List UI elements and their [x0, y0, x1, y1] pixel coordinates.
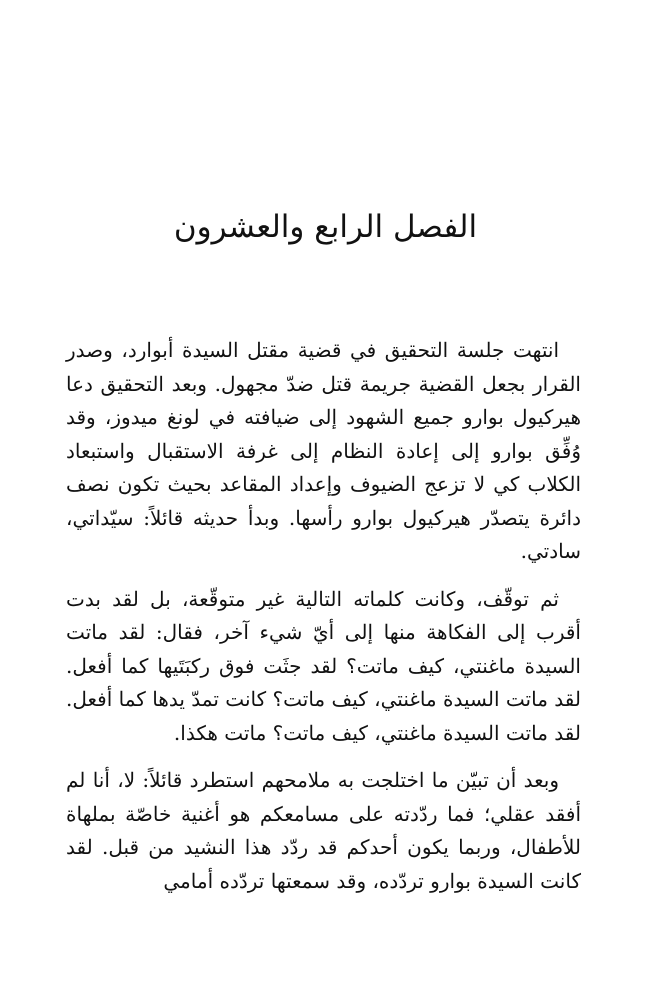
paragraph: ثم توقّف، وكانت كلماته التالية غير متوقّعة، بل لقد بدت أقرب إلى الفكاهة منها إلى أيّ شيء آخر، فقال: لقد ماتت السيدة ماغنتي، كيف ماتت؟ لقد جثَت فوق ركبَتَيها كما أفعل. لقد ماتت السيدة ماغنتي، كيف ماتت؟ كانت تمدّ يدها كما أفعل. لقد ماتت السيدة ماغنتي، كيف ماتت؟ ماتت هكذا. [66, 586, 581, 745]
chapter-body [66, 334, 581, 912]
chapter-title: الفصل الرابع والعشرون [173, 209, 478, 245]
paragraph: انتهت جلسة التحقيق في قضية مقتل السيدة أبوارد، وصدر القرار بجعل القضية جريمة قتل ضدّ مجهول. وبعد التحقيق دعا هيركيول بوارو جميع الشهود إلى ضيافته في لونغ ميدوز، وقد وُفِّق بوارو إلى إعادة النظام إلى غرفة الاستقبال واستبعاد الكلاب كي لا تزعج الضيوف وإعداد المقاعد بحيث تكون نصف دائرة يتصدّر هيركيول بوارو رأسها. وبدأ حديثه قائلاً: سيّداتي، سادتي. [66, 338, 581, 563]
paragraph: وبعد أن تبيّن ما اختلجت به ملامحهم استطرد قائلاً: لا، أنا لم أفقد عقلي؛ فما ردّدته على مسامعكم هو أغنية خاصّة بملهاة للأطفال، وربما يكون أحدكم قد ردّد هذا النشيد من قبل. لقد كانت السيدة بوارو تردّده، وقد سمعتها تردّده أمامي [66, 768, 581, 893]
